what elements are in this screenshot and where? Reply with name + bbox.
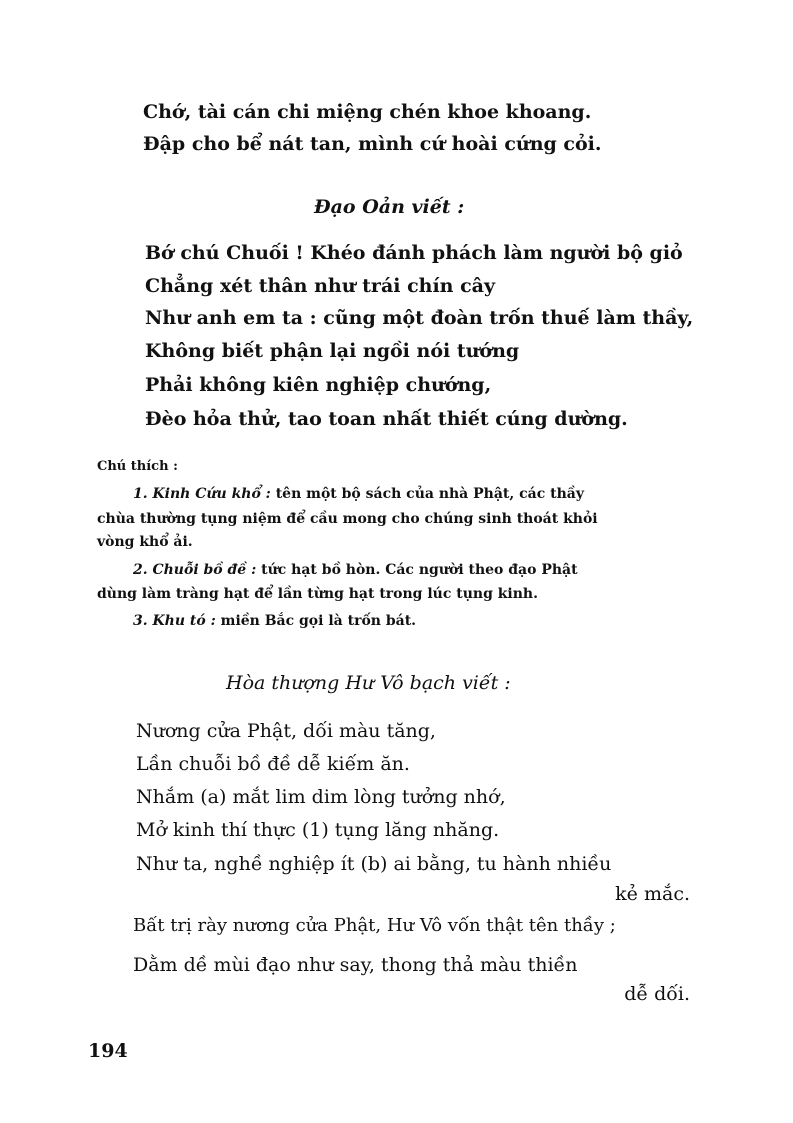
page-number: 194 xyxy=(88,1040,128,1062)
section1-line-3: Như anh em ta : cũng một đoàn trốn thuế làm thầy, xyxy=(145,307,694,329)
note-1-line-2: chùa thường tụng niệm để cầu mong cho chúng sinh thoát khỏi xyxy=(97,511,598,527)
section2-heading: Hòa thượng Hư Vô bạch viết : xyxy=(226,672,511,694)
note-2-line-1 xyxy=(133,563,578,577)
section2-line-1: Nương cửa Phật, dối màu tăng, xyxy=(136,720,436,742)
section2-line-7-cont: dễ dối. xyxy=(624,983,690,1005)
note-1-term: 1. Kinh Cứu khổ : xyxy=(133,486,271,502)
note-2-text1: tức hạt bồ hòn. Các người theo đạo Phật xyxy=(256,562,578,578)
notes-title: Chú thích : xyxy=(97,459,178,474)
section2-line-3: Nhắm (a) mắt lim dim lòng tưởng nhớ, xyxy=(136,786,506,808)
section1-line-4: Không biết phận lại ngồi nói tướng xyxy=(145,340,520,362)
note-2-term: 2. Chuỗi bồ đề : xyxy=(133,562,257,578)
section2-line-4: Mở kinh thí thực (1) tụng lăng nhăng. xyxy=(136,819,500,841)
note-3-term: 3. Khu tó : xyxy=(133,613,216,629)
section1-line-1: Bớ chú Chuối ! Khéo đánh phách làm người bộ giỏ xyxy=(145,242,683,264)
section1-line-6: Đèo hỏa thử, tao toan nhất thiết cúng dường. xyxy=(145,408,628,430)
section2-line-2: Lần chuỗi bồ đề dễ kiếm ăn. xyxy=(136,753,410,775)
note-1-line-3: vòng khổ ải. xyxy=(97,534,193,550)
section2-line-5-cont: kẻ mắc. xyxy=(615,883,690,905)
note-3-line-1 xyxy=(133,614,416,628)
note-1-line-1 xyxy=(133,487,584,501)
opening-line-1: Chớ, tài cán chi miệng chén khoe khoang. xyxy=(143,101,592,123)
section1-line-5: Phải không kiên nghiệp chướng, xyxy=(145,374,492,396)
section2-line-6: Bất trị rày nương cửa Phật, Hư Vô vốn thật tên thầy ; xyxy=(133,915,616,936)
note-3-text1: miền Bắc gọi là trốn bát. xyxy=(215,613,417,629)
note-2-line-2: dùng làm tràng hạt để lần từng hạt trong lúc tụng kinh. xyxy=(97,586,538,602)
opening-line-2: Đập cho bể nát tan, mình cứ hoài cứng cỏi. xyxy=(143,133,602,155)
section2-line-5: Như ta, nghề nghiệp ít (b) ai bằng, tu hành nhiều xyxy=(136,853,612,875)
note-1-text1: tên một bộ sách của nhà Phật, các thầy xyxy=(270,486,584,502)
section2-line-7: Dằm dề mùi đạo như say, thong thả màu thiền xyxy=(133,954,578,976)
section1-heading: Đạo Oản viết : xyxy=(314,196,465,218)
section1-line-2: Chẳng xét thân như trái chín cây xyxy=(145,275,496,297)
